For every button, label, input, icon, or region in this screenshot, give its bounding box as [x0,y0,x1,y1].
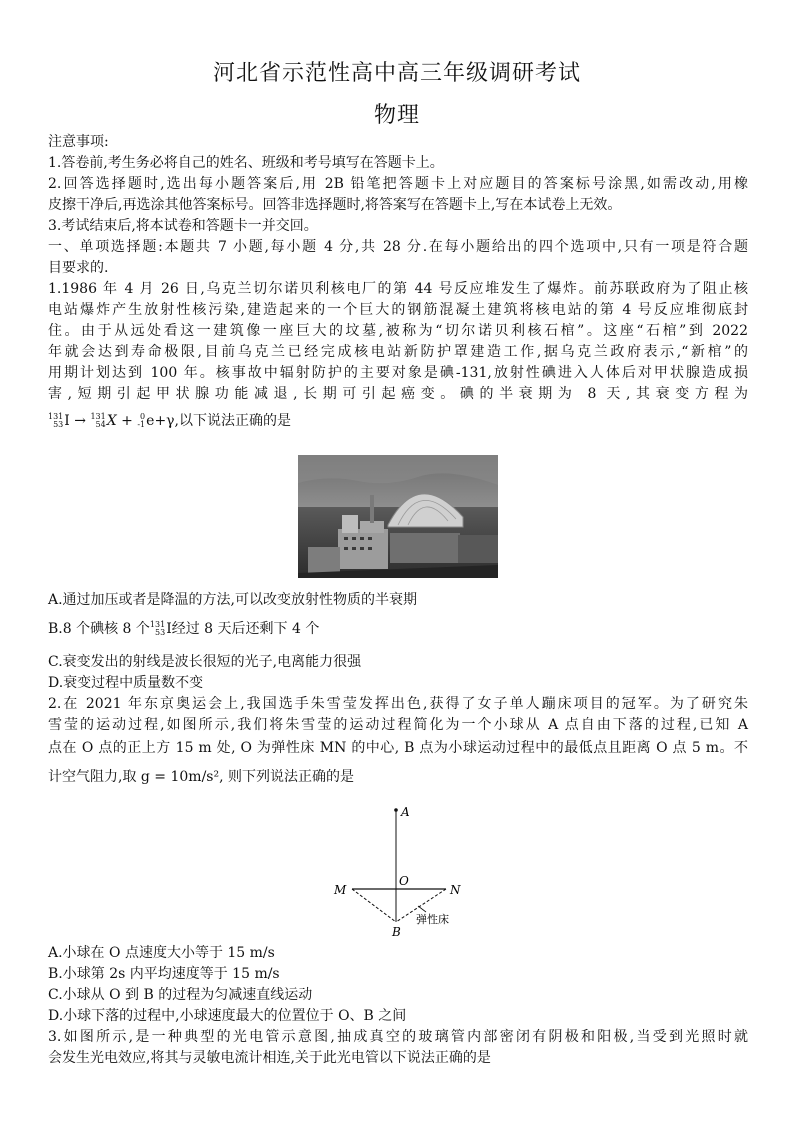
nuclide-numbers: 131 53 [48,412,64,429]
nuclide-numbers: 0 -1 [137,412,146,429]
nuclide-numbers: 131 54 [90,412,106,429]
label-n: N [450,883,461,897]
q1-text-line: 住。由于从远处看这一建筑像一座巨大的坟墓,被称为“切尔诺贝利核石棺”。这座“石棺”到 2022 [48,323,748,339]
q1-decay-equation: 131 53 I → 131 54 X + 0 -1 e+γ,以下说法正确的是 [48,412,291,429]
q2-text-line: 点在 O 点的正上方 15 m 处, O 为弹性床 MN 的中心, B 点为小球运动过程中的最低点且距离 O 点 5 m。不 [48,740,748,756]
notes-item: 1.答卷前,考生务必将自己的姓名、班级和考号填写在答题卡上。 [48,155,444,171]
q2-option-b: B.小球第 2s 内平均速度等于 15 m/s [48,966,280,982]
chernobyl-photo [298,455,498,578]
q1-option-d: D.衰变过程中质量数不变 [48,675,204,691]
q2-option-d: D.小球下落的过程中,小球速度最大的位置位于 O、B 之间 [48,1008,407,1024]
subject-title: 物理 [373,103,420,128]
q1-text-line: 用期计划达到 100 年。核事故中辐射防护的主要对象是碘-131,放射性碘进入人体后对甲状腺造成损 [48,365,748,381]
q2-text-line: 计空气阻力,取 g = 10m/s², 则下列说法正确的是 [48,769,354,785]
exam-title: 河北省示范性高中高三年级调研考试 [212,61,581,86]
q1-text-line: 电站爆炸产生放射性核污染,建造起来的一个巨大的钢筋混凝土建筑将核电站的第 4 号反应堆彻底封 [48,302,748,318]
q2-text-line: 2.在 2021 年东京奥运会上,我国选手朱雪莹发挥出色,获得了女子单人蹦床项目的冠军。为了研究朱 [48,696,748,712]
label-o: O [399,874,409,888]
q2-option-a: A.小球在 O 点速度大小等于 15 m/s [48,945,275,961]
q1-text-line: 1.1986 年 4 月 26 日,乌克兰切尔诺贝利核电厂的第 44 号反应堆发生了爆炸。前苏联政府为了阻止核 [48,281,748,297]
q1-option-c: C.衰变发出的射线是波长很短的光子,电离能力很强 [48,654,362,670]
q1-option-a: A.通过加压或者是降温的方法,可以改变放射性物质的半衰期 [48,592,418,608]
label-m: M [334,883,347,897]
trampoline-diagram [322,800,472,940]
q3-text-line: 3.如图所示,是一种典型的光电管示意图,抽成真空的玻璃管内部密闭有阴极和阳极,当受到光照时就 [48,1029,748,1045]
nuclide-numbers: 131 53 [149,620,166,637]
notes-heading: 注意事项: [48,134,109,150]
label-bed: 弹性床 [416,913,449,926]
notes-item: 皮擦干净后,再选涂其他答案标号。回答非选择题时,将答案写在答题卡上,写在本试卷上无效。 [48,197,622,213]
q3-text-line: 会发生光电效应,将其与灵敏电流计相连,关于此光电管以下说法正确的是 [48,1050,491,1066]
q2-option-c: C.小球从 O 到 B 的过程为匀减速直线运动 [48,987,313,1003]
q1-text-line: 年就会达到寿命极限,目前乌克兰已经完成核电站新防护罩建造工作,据乌克兰政府表示,“新棺”的 [48,344,748,360]
q1-text-line: 害,短期引起甲状腺功能减退,长期可引起癌变。碘的半衰期为 8 天,其衰变方程为 [48,386,748,402]
section-heading-cont: 目要求的. [48,260,109,276]
q1-option-b: B.8 个碘核 8 个 131 53 I经过 8 天后还剩下 4 个 [48,620,320,637]
section-heading: 一、单项选择题:本题共 7 小题,每小题 4 分,共 28 分.在每小题给出的四个选项中,只有一项是符合题 [48,239,748,255]
label-b: B [392,925,401,939]
label-a: A [401,805,410,819]
q2-text-line: 雪莹的运动过程,如图所示,我们将朱雪莹的运动过程简化为一个小球从 A 点自由下落的过程,已知 A [48,717,748,733]
notes-item: 3.考试结束后,将本试卷和答题卡一并交回。 [48,218,318,234]
notes-item: 2.回答选择题时,选出每小题答案后,用 2B 铅笔把答题卡上对应题目的答案标号涂黑,如需改动,用橡 [48,176,748,192]
